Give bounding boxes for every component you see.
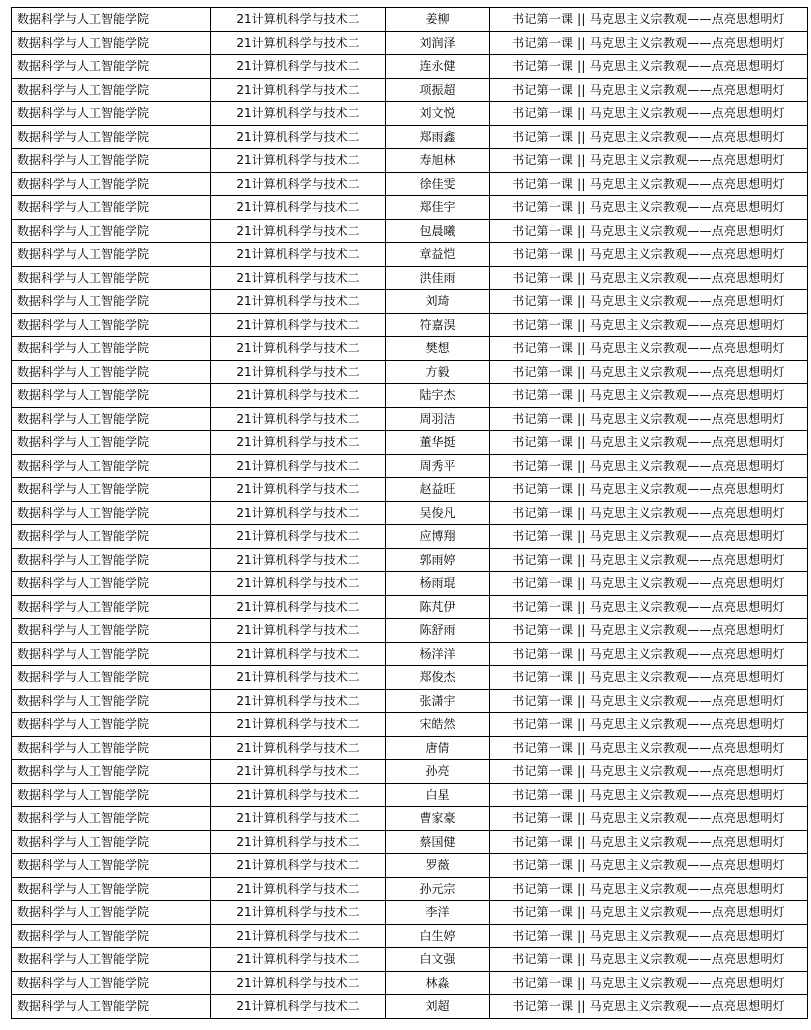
class-cell: 21计算机科学与技术二: [211, 666, 386, 690]
student-name-cell: 符嘉淏: [386, 313, 490, 337]
table-row: [12, 783, 808, 807]
class-cell: 21计算机科学与技术二: [211, 619, 386, 643]
class-cell: 21计算机科学与技术二: [211, 548, 386, 572]
class-cell: 21计算机科学与技术二: [211, 31, 386, 55]
course-cell: 书记第一课 || 马克思主义宗教观——点亮思想明灯: [490, 548, 808, 572]
class-cell: 21计算机科学与技术二: [211, 266, 386, 290]
course-cell: 书记第一课 || 马克思主义宗教观——点亮思想明灯: [490, 196, 808, 220]
class-cell: 21计算机科学与技术二: [211, 431, 386, 455]
student-name-cell: 樊想: [386, 337, 490, 361]
class-cell: 21计算机科学与技术二: [211, 407, 386, 431]
table-row: [12, 407, 808, 431]
course-cell: 书记第一课 || 马克思主义宗教观——点亮思想明灯: [490, 219, 808, 243]
course-cell: 书记第一课 || 马克思主义宗教观——点亮思想明灯: [490, 243, 808, 267]
class-cell: 21计算机科学与技术二: [211, 572, 386, 596]
class-cell: 21计算机科学与技术二: [211, 454, 386, 478]
college-cell: 数据科学与人工智能学院: [12, 290, 211, 314]
college-cell: 数据科学与人工智能学院: [12, 854, 211, 878]
student-name-cell: 陆宇杰: [386, 384, 490, 408]
student-name-cell: 林淼: [386, 971, 490, 995]
course-cell: 书记第一课 || 马克思主义宗教观——点亮思想明灯: [490, 384, 808, 408]
college-cell: 数据科学与人工智能学院: [12, 172, 211, 196]
student-name-cell: 白生婷: [386, 924, 490, 948]
table-row: [12, 924, 808, 948]
class-cell: 21计算机科学与技术二: [211, 219, 386, 243]
course-cell: 书记第一课 || 马克思主义宗教观——点亮思想明灯: [490, 172, 808, 196]
class-cell: 21计算机科学与技术二: [211, 360, 386, 384]
course-cell: 书记第一课 || 马克思主义宗教观——点亮思想明灯: [490, 760, 808, 784]
student-name-cell: 郭雨婷: [386, 548, 490, 572]
student-name-cell: 杨雨琨: [386, 572, 490, 596]
class-cell: 21计算机科学与技术二: [211, 595, 386, 619]
table-row: [12, 948, 808, 972]
course-cell: 书记第一课 || 马克思主义宗教观——点亮思想明灯: [490, 924, 808, 948]
class-cell: 21计算机科学与技术二: [211, 901, 386, 925]
course-cell: 书记第一课 || 马克思主义宗教观——点亮思想明灯: [490, 31, 808, 55]
table-row: [12, 266, 808, 290]
class-cell: 21计算机科学与技术二: [211, 478, 386, 502]
course-cell: 书记第一课 || 马克思主义宗教观——点亮思想明灯: [490, 501, 808, 525]
class-cell: 21计算机科学与技术二: [211, 995, 386, 1019]
student-name-cell: 李洋: [386, 901, 490, 925]
table-row: [12, 736, 808, 760]
student-name-cell: 章益恺: [386, 243, 490, 267]
course-cell: 书记第一课 || 马克思主义宗教观——点亮思想明灯: [490, 360, 808, 384]
class-cell: 21计算机科学与技术二: [211, 8, 386, 32]
course-cell: 书记第一课 || 马克思主义宗教观——点亮思想明灯: [490, 431, 808, 455]
student-name-cell: 姜柳: [386, 8, 490, 32]
table-row: [12, 501, 808, 525]
course-cell: 书记第一课 || 马克思主义宗教观——点亮思想明灯: [490, 948, 808, 972]
college-cell: 数据科学与人工智能学院: [12, 924, 211, 948]
course-cell: 书记第一课 || 马克思主义宗教观——点亮思想明灯: [490, 572, 808, 596]
table-body: [12, 8, 808, 1019]
course-cell: 书记第一课 || 马克思主义宗教观——点亮思想明灯: [490, 290, 808, 314]
student-name-cell: 刘琦: [386, 290, 490, 314]
college-cell: 数据科学与人工智能学院: [12, 901, 211, 925]
student-name-cell: 宋皓然: [386, 713, 490, 737]
course-cell: 书记第一课 || 马克思主义宗教观——点亮思想明灯: [490, 971, 808, 995]
college-cell: 数据科学与人工智能学院: [12, 501, 211, 525]
class-cell: 21计算机科学与技术二: [211, 313, 386, 337]
table-row: [12, 572, 808, 596]
college-cell: 数据科学与人工智能学院: [12, 713, 211, 737]
student-name-cell: 周秀平: [386, 454, 490, 478]
student-name-cell: 郑雨鑫: [386, 125, 490, 149]
table-row: [12, 689, 808, 713]
table-row: [12, 360, 808, 384]
college-cell: 数据科学与人工智能学院: [12, 760, 211, 784]
table-row: [12, 31, 808, 55]
class-cell: 21计算机科学与技术二: [211, 501, 386, 525]
student-name-cell: 陈芃伊: [386, 595, 490, 619]
table-row: [12, 78, 808, 102]
college-cell: 数据科学与人工智能学院: [12, 478, 211, 502]
college-cell: 数据科学与人工智能学院: [12, 548, 211, 572]
student-name-cell: 孙元宗: [386, 877, 490, 901]
student-name-cell: 刘超: [386, 995, 490, 1019]
class-cell: 21计算机科学与技术二: [211, 924, 386, 948]
student-name-cell: 徐佳雯: [386, 172, 490, 196]
course-cell: 书记第一课 || 马克思主义宗教观——点亮思想明灯: [490, 689, 808, 713]
student-name-cell: 刘润泽: [386, 31, 490, 55]
table-row: [12, 854, 808, 878]
table-row: [12, 313, 808, 337]
attendance-sheet: [11, 7, 808, 1019]
college-cell: 数据科学与人工智能学院: [12, 149, 211, 173]
student-name-cell: 张潇宇: [386, 689, 490, 713]
course-cell: 书记第一课 || 马克思主义宗教观——点亮思想明灯: [490, 478, 808, 502]
class-cell: 21计算机科学与技术二: [211, 807, 386, 831]
table-row: [12, 642, 808, 666]
class-cell: 21计算机科学与技术二: [211, 642, 386, 666]
course-cell: 书记第一课 || 马克思主义宗教观——点亮思想明灯: [490, 619, 808, 643]
course-cell: 书记第一课 || 马克思主义宗教观——点亮思想明灯: [490, 78, 808, 102]
table-row: [12, 149, 808, 173]
student-name-cell: 蔡国健: [386, 830, 490, 854]
table-row: [12, 8, 808, 32]
course-cell: 书记第一课 || 马克思主义宗教观——点亮思想明灯: [490, 525, 808, 549]
college-cell: 数据科学与人工智能学院: [12, 266, 211, 290]
class-cell: 21计算机科学与技术二: [211, 971, 386, 995]
college-cell: 数据科学与人工智能学院: [12, 313, 211, 337]
class-cell: 21计算机科学与技术二: [211, 736, 386, 760]
student-name-cell: 包晨曦: [386, 219, 490, 243]
college-cell: 数据科学与人工智能学院: [12, 995, 211, 1019]
college-cell: 数据科学与人工智能学院: [12, 55, 211, 79]
table-row: [12, 830, 808, 854]
college-cell: 数据科学与人工智能学院: [12, 407, 211, 431]
class-cell: 21计算机科学与技术二: [211, 102, 386, 126]
course-cell: 书记第一课 || 马克思主义宗教观——点亮思想明灯: [490, 807, 808, 831]
class-cell: 21计算机科学与技术二: [211, 196, 386, 220]
course-cell: 书记第一课 || 马克思主义宗教观——点亮思想明灯: [490, 995, 808, 1019]
table-row: [12, 877, 808, 901]
student-name-cell: 应博翔: [386, 525, 490, 549]
college-cell: 数据科学与人工智能学院: [12, 243, 211, 267]
table-row: [12, 760, 808, 784]
college-cell: 数据科学与人工智能学院: [12, 384, 211, 408]
table-row: [12, 525, 808, 549]
college-cell: 数据科学与人工智能学院: [12, 454, 211, 478]
college-cell: 数据科学与人工智能学院: [12, 8, 211, 32]
college-cell: 数据科学与人工智能学院: [12, 431, 211, 455]
table-row: [12, 971, 808, 995]
college-cell: 数据科学与人工智能学院: [12, 783, 211, 807]
course-cell: 书记第一课 || 马克思主义宗教观——点亮思想明灯: [490, 854, 808, 878]
course-cell: 书记第一课 || 马克思主义宗教观——点亮思想明灯: [490, 454, 808, 478]
table-row: [12, 901, 808, 925]
table-row: [12, 219, 808, 243]
table-row: [12, 619, 808, 643]
table-row: [12, 384, 808, 408]
college-cell: 数据科学与人工智能学院: [12, 360, 211, 384]
class-cell: 21计算机科学与技术二: [211, 243, 386, 267]
table-row: [12, 125, 808, 149]
college-cell: 数据科学与人工智能学院: [12, 595, 211, 619]
course-cell: 书记第一课 || 马克思主义宗教观——点亮思想明灯: [490, 313, 808, 337]
table-row: [12, 595, 808, 619]
college-cell: 数据科学与人工智能学院: [12, 78, 211, 102]
course-cell: 书记第一课 || 马克思主义宗教观——点亮思想明灯: [490, 337, 808, 361]
course-cell: 书记第一课 || 马克思主义宗教观——点亮思想明灯: [490, 713, 808, 737]
college-cell: 数据科学与人工智能学院: [12, 666, 211, 690]
class-cell: 21计算机科学与技术二: [211, 149, 386, 173]
course-cell: 书记第一课 || 马克思主义宗教观——点亮思想明灯: [490, 877, 808, 901]
college-cell: 数据科学与人工智能学院: [12, 948, 211, 972]
class-cell: 21计算机科学与技术二: [211, 830, 386, 854]
college-cell: 数据科学与人工智能学院: [12, 619, 211, 643]
student-name-cell: 杨洋洋: [386, 642, 490, 666]
table-row: [12, 172, 808, 196]
table-row: [12, 196, 808, 220]
attendance-table: [11, 7, 808, 1019]
class-cell: 21计算机科学与技术二: [211, 854, 386, 878]
college-cell: 数据科学与人工智能学院: [12, 572, 211, 596]
college-cell: 数据科学与人工智能学院: [12, 125, 211, 149]
table-row: [12, 995, 808, 1019]
college-cell: 数据科学与人工智能学院: [12, 807, 211, 831]
student-name-cell: 唐倩: [386, 736, 490, 760]
course-cell: 书记第一课 || 马克思主义宗教观——点亮思想明灯: [490, 666, 808, 690]
class-cell: 21计算机科学与技术二: [211, 783, 386, 807]
table-row: [12, 102, 808, 126]
college-cell: 数据科学与人工智能学院: [12, 219, 211, 243]
table-row: [12, 807, 808, 831]
class-cell: 21计算机科学与技术二: [211, 172, 386, 196]
class-cell: 21计算机科学与技术二: [211, 948, 386, 972]
course-cell: 书记第一课 || 马克思主义宗教观——点亮思想明灯: [490, 149, 808, 173]
course-cell: 书记第一课 || 马克思主义宗教观——点亮思想明灯: [490, 102, 808, 126]
table-row: [12, 548, 808, 572]
student-name-cell: 刘文悦: [386, 102, 490, 126]
class-cell: 21计算机科学与技术二: [211, 78, 386, 102]
student-name-cell: 白星: [386, 783, 490, 807]
college-cell: 数据科学与人工智能学院: [12, 689, 211, 713]
table-row: [12, 431, 808, 455]
table-row: [12, 243, 808, 267]
table-row: [12, 337, 808, 361]
table-row: [12, 478, 808, 502]
course-cell: 书记第一课 || 马克思主义宗教观——点亮思想明灯: [490, 8, 808, 32]
college-cell: 数据科学与人工智能学院: [12, 196, 211, 220]
class-cell: 21计算机科学与技术二: [211, 713, 386, 737]
table-row: [12, 454, 808, 478]
class-cell: 21计算机科学与技术二: [211, 125, 386, 149]
student-name-cell: 方毅: [386, 360, 490, 384]
college-cell: 数据科学与人工智能学院: [12, 830, 211, 854]
student-name-cell: 吴俊凡: [386, 501, 490, 525]
student-name-cell: 郑俊杰: [386, 666, 490, 690]
course-cell: 书记第一课 || 马克思主义宗教观——点亮思想明灯: [490, 783, 808, 807]
course-cell: 书记第一课 || 马克思主义宗教观——点亮思想明灯: [490, 125, 808, 149]
class-cell: 21计算机科学与技术二: [211, 525, 386, 549]
college-cell: 数据科学与人工智能学院: [12, 642, 211, 666]
college-cell: 数据科学与人工智能学院: [12, 102, 211, 126]
table-row: [12, 290, 808, 314]
course-cell: 书记第一课 || 马克思主义宗教观——点亮思想明灯: [490, 830, 808, 854]
table-row: [12, 666, 808, 690]
college-cell: 数据科学与人工智能学院: [12, 877, 211, 901]
student-name-cell: 董华挺: [386, 431, 490, 455]
course-cell: 书记第一课 || 马克思主义宗教观——点亮思想明灯: [490, 266, 808, 290]
student-name-cell: 项振超: [386, 78, 490, 102]
class-cell: 21计算机科学与技术二: [211, 337, 386, 361]
college-cell: 数据科学与人工智能学院: [12, 525, 211, 549]
student-name-cell: 陈舒雨: [386, 619, 490, 643]
class-cell: 21计算机科学与技术二: [211, 55, 386, 79]
course-cell: 书记第一课 || 马克思主义宗教观——点亮思想明灯: [490, 642, 808, 666]
class-cell: 21计算机科学与技术二: [211, 384, 386, 408]
student-name-cell: 连永健: [386, 55, 490, 79]
class-cell: 21计算机科学与技术二: [211, 290, 386, 314]
table-row: [12, 713, 808, 737]
college-cell: 数据科学与人工智能学院: [12, 736, 211, 760]
student-name-cell: 郑佳宇: [386, 196, 490, 220]
class-cell: 21计算机科学与技术二: [211, 760, 386, 784]
course-cell: 书记第一课 || 马克思主义宗教观——点亮思想明灯: [490, 407, 808, 431]
student-name-cell: 孙亮: [386, 760, 490, 784]
course-cell: 书记第一课 || 马克思主义宗教观——点亮思想明灯: [490, 901, 808, 925]
student-name-cell: 曹家豪: [386, 807, 490, 831]
student-name-cell: 白文强: [386, 948, 490, 972]
course-cell: 书记第一课 || 马克思主义宗教观——点亮思想明灯: [490, 736, 808, 760]
college-cell: 数据科学与人工智能学院: [12, 31, 211, 55]
course-cell: 书记第一课 || 马克思主义宗教观——点亮思想明灯: [490, 595, 808, 619]
student-name-cell: 洪佳雨: [386, 266, 490, 290]
student-name-cell: 赵益旺: [386, 478, 490, 502]
course-cell: 书记第一课 || 马克思主义宗教观——点亮思想明灯: [490, 55, 808, 79]
college-cell: 数据科学与人工智能学院: [12, 337, 211, 361]
table-row: [12, 55, 808, 79]
class-cell: 21计算机科学与技术二: [211, 877, 386, 901]
student-name-cell: 周羽洁: [386, 407, 490, 431]
class-cell: 21计算机科学与技术二: [211, 689, 386, 713]
college-cell: 数据科学与人工智能学院: [12, 971, 211, 995]
student-name-cell: 寿旭林: [386, 149, 490, 173]
student-name-cell: 罗薇: [386, 854, 490, 878]
